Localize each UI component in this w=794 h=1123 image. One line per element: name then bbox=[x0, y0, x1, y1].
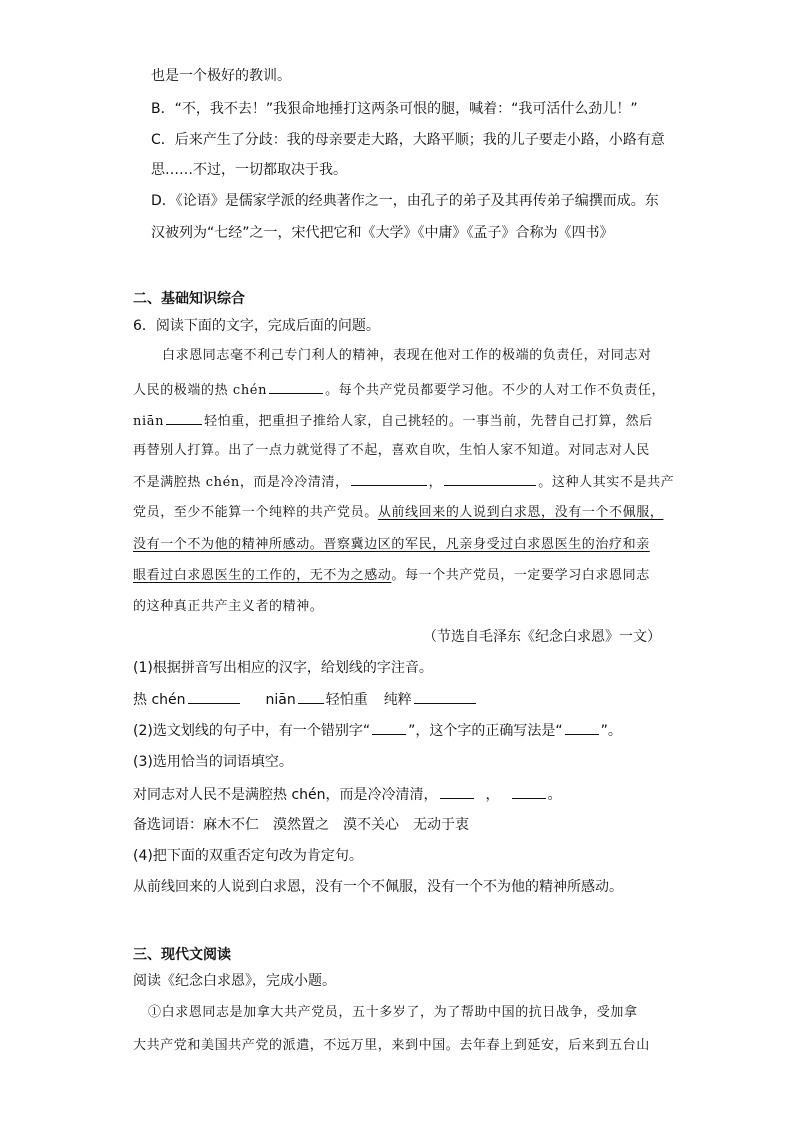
option-a-continuation: 也是一个极好的教训。 bbox=[151, 68, 291, 84]
passage-line-5a: 不是满腔热 chén，而是冷冷清清， bbox=[133, 475, 349, 490]
passage-line-1: 白求恩同志毫不利己专门利人的精神，表现在他对工作的极端的负责任，对同志对 bbox=[162, 348, 652, 363]
option-c-line2: 思……不过，一切都取决于我。 bbox=[151, 162, 347, 178]
answer-blank-nian[interactable] bbox=[298, 689, 324, 704]
option-c-line1: C．后来产生了分歧：我的母亲要走大路，大路平顺；我的儿子要走小路，小路有意 bbox=[151, 132, 665, 148]
sub-question-3-line-b: ， bbox=[485, 787, 500, 803]
passage-line-2b: 。每个共产党员都要学习他。不少的人对工作不负责任， bbox=[325, 383, 666, 398]
sub-question-2 bbox=[133, 720, 622, 741]
sub-question-1: (1)根据拼音写出相应的汉字，给划线的字注音。 bbox=[133, 660, 433, 676]
underlined-sentence-part-3: 眼看过白求恩医生的工作的，无不为之感动 bbox=[133, 568, 392, 583]
passage-line-6 bbox=[133, 503, 663, 523]
passage-line-3b: 轻怕重，把重担子推给人家，自己挑轻的。一事当前，先替自己打算，然后 bbox=[204, 414, 653, 429]
passage-line-2a: 人民的极端的热 chén bbox=[133, 383, 268, 398]
sub-question-3: (3)选用恰当的词语填空。 bbox=[133, 754, 293, 770]
passage-line-2 bbox=[133, 379, 665, 401]
option-d-line1: D．《论语》是儒家学派的经典著作之一，由孔子的弟子及其再传弟子编撰而成。东 bbox=[151, 193, 659, 209]
sub-question-2a: (2)选文划线的句子中，有一个错别字“ bbox=[133, 723, 371, 739]
sub-question-2b: ”，这个字的正确写法是“ bbox=[408, 723, 563, 739]
blank-phrase-1[interactable] bbox=[351, 471, 427, 486]
section-3-prompt: 阅读《纪念白求恩》，完成小题。 bbox=[133, 973, 336, 989]
item-qingpazhong: 轻怕重 bbox=[325, 692, 368, 708]
option-b: B．“不，我不去！”我狠命地捶打这两条可恨的腿，喊着：“我可活什么劲儿！” bbox=[151, 101, 638, 117]
passage-line-3a: niān bbox=[133, 414, 165, 429]
reading-paragraph-1-line-2: 大共产党和美国共产党的派遣，不远万里，来到中国。去年春上到延安，后来到五台山 bbox=[133, 1038, 650, 1053]
passage-line-7 bbox=[133, 535, 650, 555]
sub-question-2c: ”。 bbox=[600, 723, 622, 739]
answer-blank-phrase-2[interactable] bbox=[512, 784, 546, 799]
answer-blank-correct-char[interactable] bbox=[565, 720, 599, 735]
answer-blank-phrase-1[interactable] bbox=[440, 784, 474, 799]
passage-line-9: 的这种真正共产主义者的精神。 bbox=[133, 599, 324, 614]
sub-question-1-items bbox=[133, 689, 478, 710]
section-3-title: 三、现代文阅读 bbox=[133, 947, 231, 963]
blank-chen[interactable] bbox=[269, 379, 323, 394]
underlined-sentence-part-2: 没有一个不为他的精神所感动。晋察冀边区的军民，凡亲身受过白求恩医生的治疗和亲 bbox=[133, 537, 650, 552]
section-2-title: 二、基础知识综合 bbox=[133, 291, 245, 307]
underlined-sentence-part-1: 从前线回来的人说到白求恩，没有一个不佩服， bbox=[377, 505, 664, 520]
passage-line-5 bbox=[133, 471, 674, 493]
passage-line-8 bbox=[133, 566, 650, 586]
sub-question-3-line-a: 对同志对人民不是满腔热 chén，而是冷冷清清， bbox=[133, 787, 438, 803]
answer-blank-cui[interactable] bbox=[414, 689, 476, 704]
sub-question-3-line-c: 。 bbox=[547, 787, 562, 803]
passage-source: （节选自毛泽东《纪念白求恩》一文） bbox=[423, 629, 661, 645]
blank-nian[interactable] bbox=[166, 410, 202, 425]
answer-blank-wrong-char[interactable] bbox=[372, 720, 406, 735]
sub-question-4: (4)把下面的双重否定句改为肯定句。 bbox=[133, 848, 363, 864]
item-chuncui: 纯粹 bbox=[383, 692, 412, 708]
sub-question-4-sentence: 从前线回来的人说到白求恩，没有一个不佩服，没有一个不为他的精神所感动。 bbox=[133, 879, 623, 895]
sub-question-3-sentence bbox=[133, 784, 562, 805]
passage-line-4: 再替别人打算。出了一点力就觉得了不起，喜欢自吹，生怕人家不知道。对同志对人民 bbox=[133, 443, 650, 458]
word-options: 备选词语：麻木不仁 漠然置之 漠不关心 无动于衷 bbox=[133, 817, 469, 833]
item-re-chen: 热 chén bbox=[133, 692, 186, 708]
option-d-line2: 汉被列为“七经”之一，宋代把它和《大学》《中庸》《孟子》合称为《四书》 bbox=[151, 225, 614, 241]
question-6-prompt: 6．阅读下面的文字，完成后面的问题。 bbox=[133, 318, 380, 334]
item-nian: niān bbox=[265, 692, 296, 708]
passage-line-5b: ， bbox=[428, 475, 443, 490]
blank-phrase-2[interactable] bbox=[444, 471, 536, 486]
reading-paragraph-1-line-1: ①白求恩同志是加拿大共产党员，五十多岁了，为了帮助中国的抗日战争，受加拿 bbox=[148, 1005, 638, 1020]
passage-line-5c: 。这种人其实不是共产 bbox=[538, 475, 675, 490]
answer-blank-chen[interactable] bbox=[188, 689, 240, 704]
passage-line-8b: 。每一个共产党员，一定要学习白求恩同志 bbox=[391, 568, 650, 583]
passage-line-6a: 党员，至少不能算一个纯粹的共产党员。 bbox=[133, 505, 378, 520]
passage-line-3 bbox=[133, 410, 653, 432]
